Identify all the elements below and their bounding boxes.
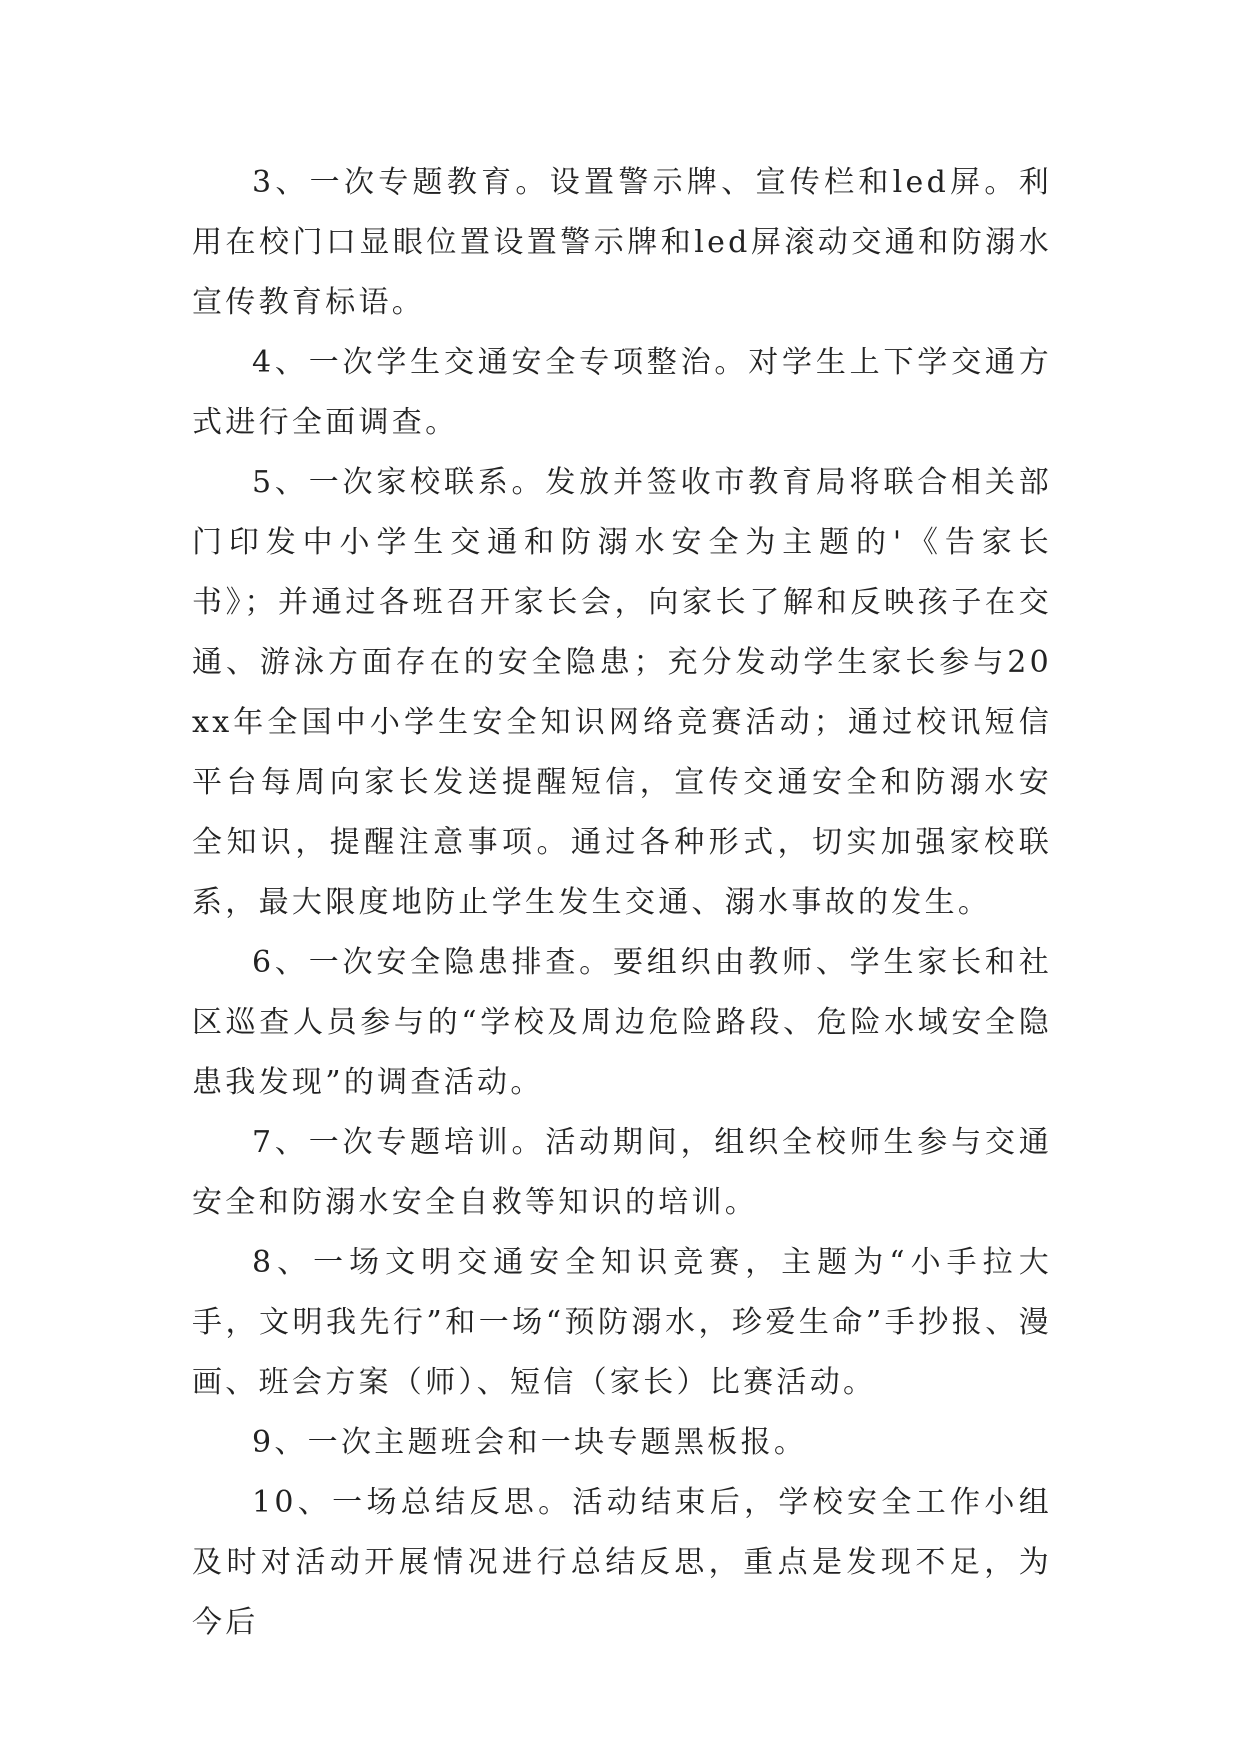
paragraph-item-10: 10、一场总结反思。活动结束后，学校安全工作小组及时对活动开展情况进行总结反思，重点是发现不足，为今后 [192, 1485, 1052, 1640]
paragraph-item-4: 4、一次学生交通安全专项整治。对学生上下学交通方式进行全面调查。 [192, 345, 1052, 440]
paragraph-item-9: 9、一次主题班会和一块专题黑板报。 [252, 1425, 808, 1460]
paragraph-item-8: 8、一场文明交通安全知识竞赛，主题为“小手拉大手，文明我先行”和一场“预防溺水，珍爱生命”手抄报、漫画、班会方案（师）、短信（家长）比赛活动。 [192, 1245, 1052, 1400]
paragraph-item-3: 3、一次专题教育。设置警示牌、宣传栏和led屏。利用在校门口显眼位置设置警示牌和led屏滚动交通和防溺水宣传教育标语。 [192, 165, 1052, 320]
paragraph-item-5: 5、一次家校联系。发放并签收市教育局将联合相关部门印发中小学生交通和防溺水安全为主题的'《告家长书》；并通过各班召开家长会，向家长了解和反映孩子在交通、游泳方面存在的安全隐患；充分发动学生家长参与20xx年全国中小学生安全知识网络竞赛活动；通过校讯短信平台每周向家长发送提醒短信，宣传交通安全和防溺水安全知识，提醒注意事项。通过各种形式，切实加强家校联系，最大限度地防止学生发生交通、溺水事故的发生。 [192, 465, 1052, 920]
paragraph-item-7: 7、一次专题培训。活动期间，组织全校师生参与交通安全和防溺水安全自救等知识的培训。 [192, 1125, 1052, 1220]
document-body [192, 153, 1052, 1653]
paragraph-item-6: 6、一次安全隐患排查。要组织由教师、学生家长和社区巡查人员参与的“学校及周边危险路段、危险水域安全隐患我发现”的调查活动。 [192, 945, 1052, 1100]
